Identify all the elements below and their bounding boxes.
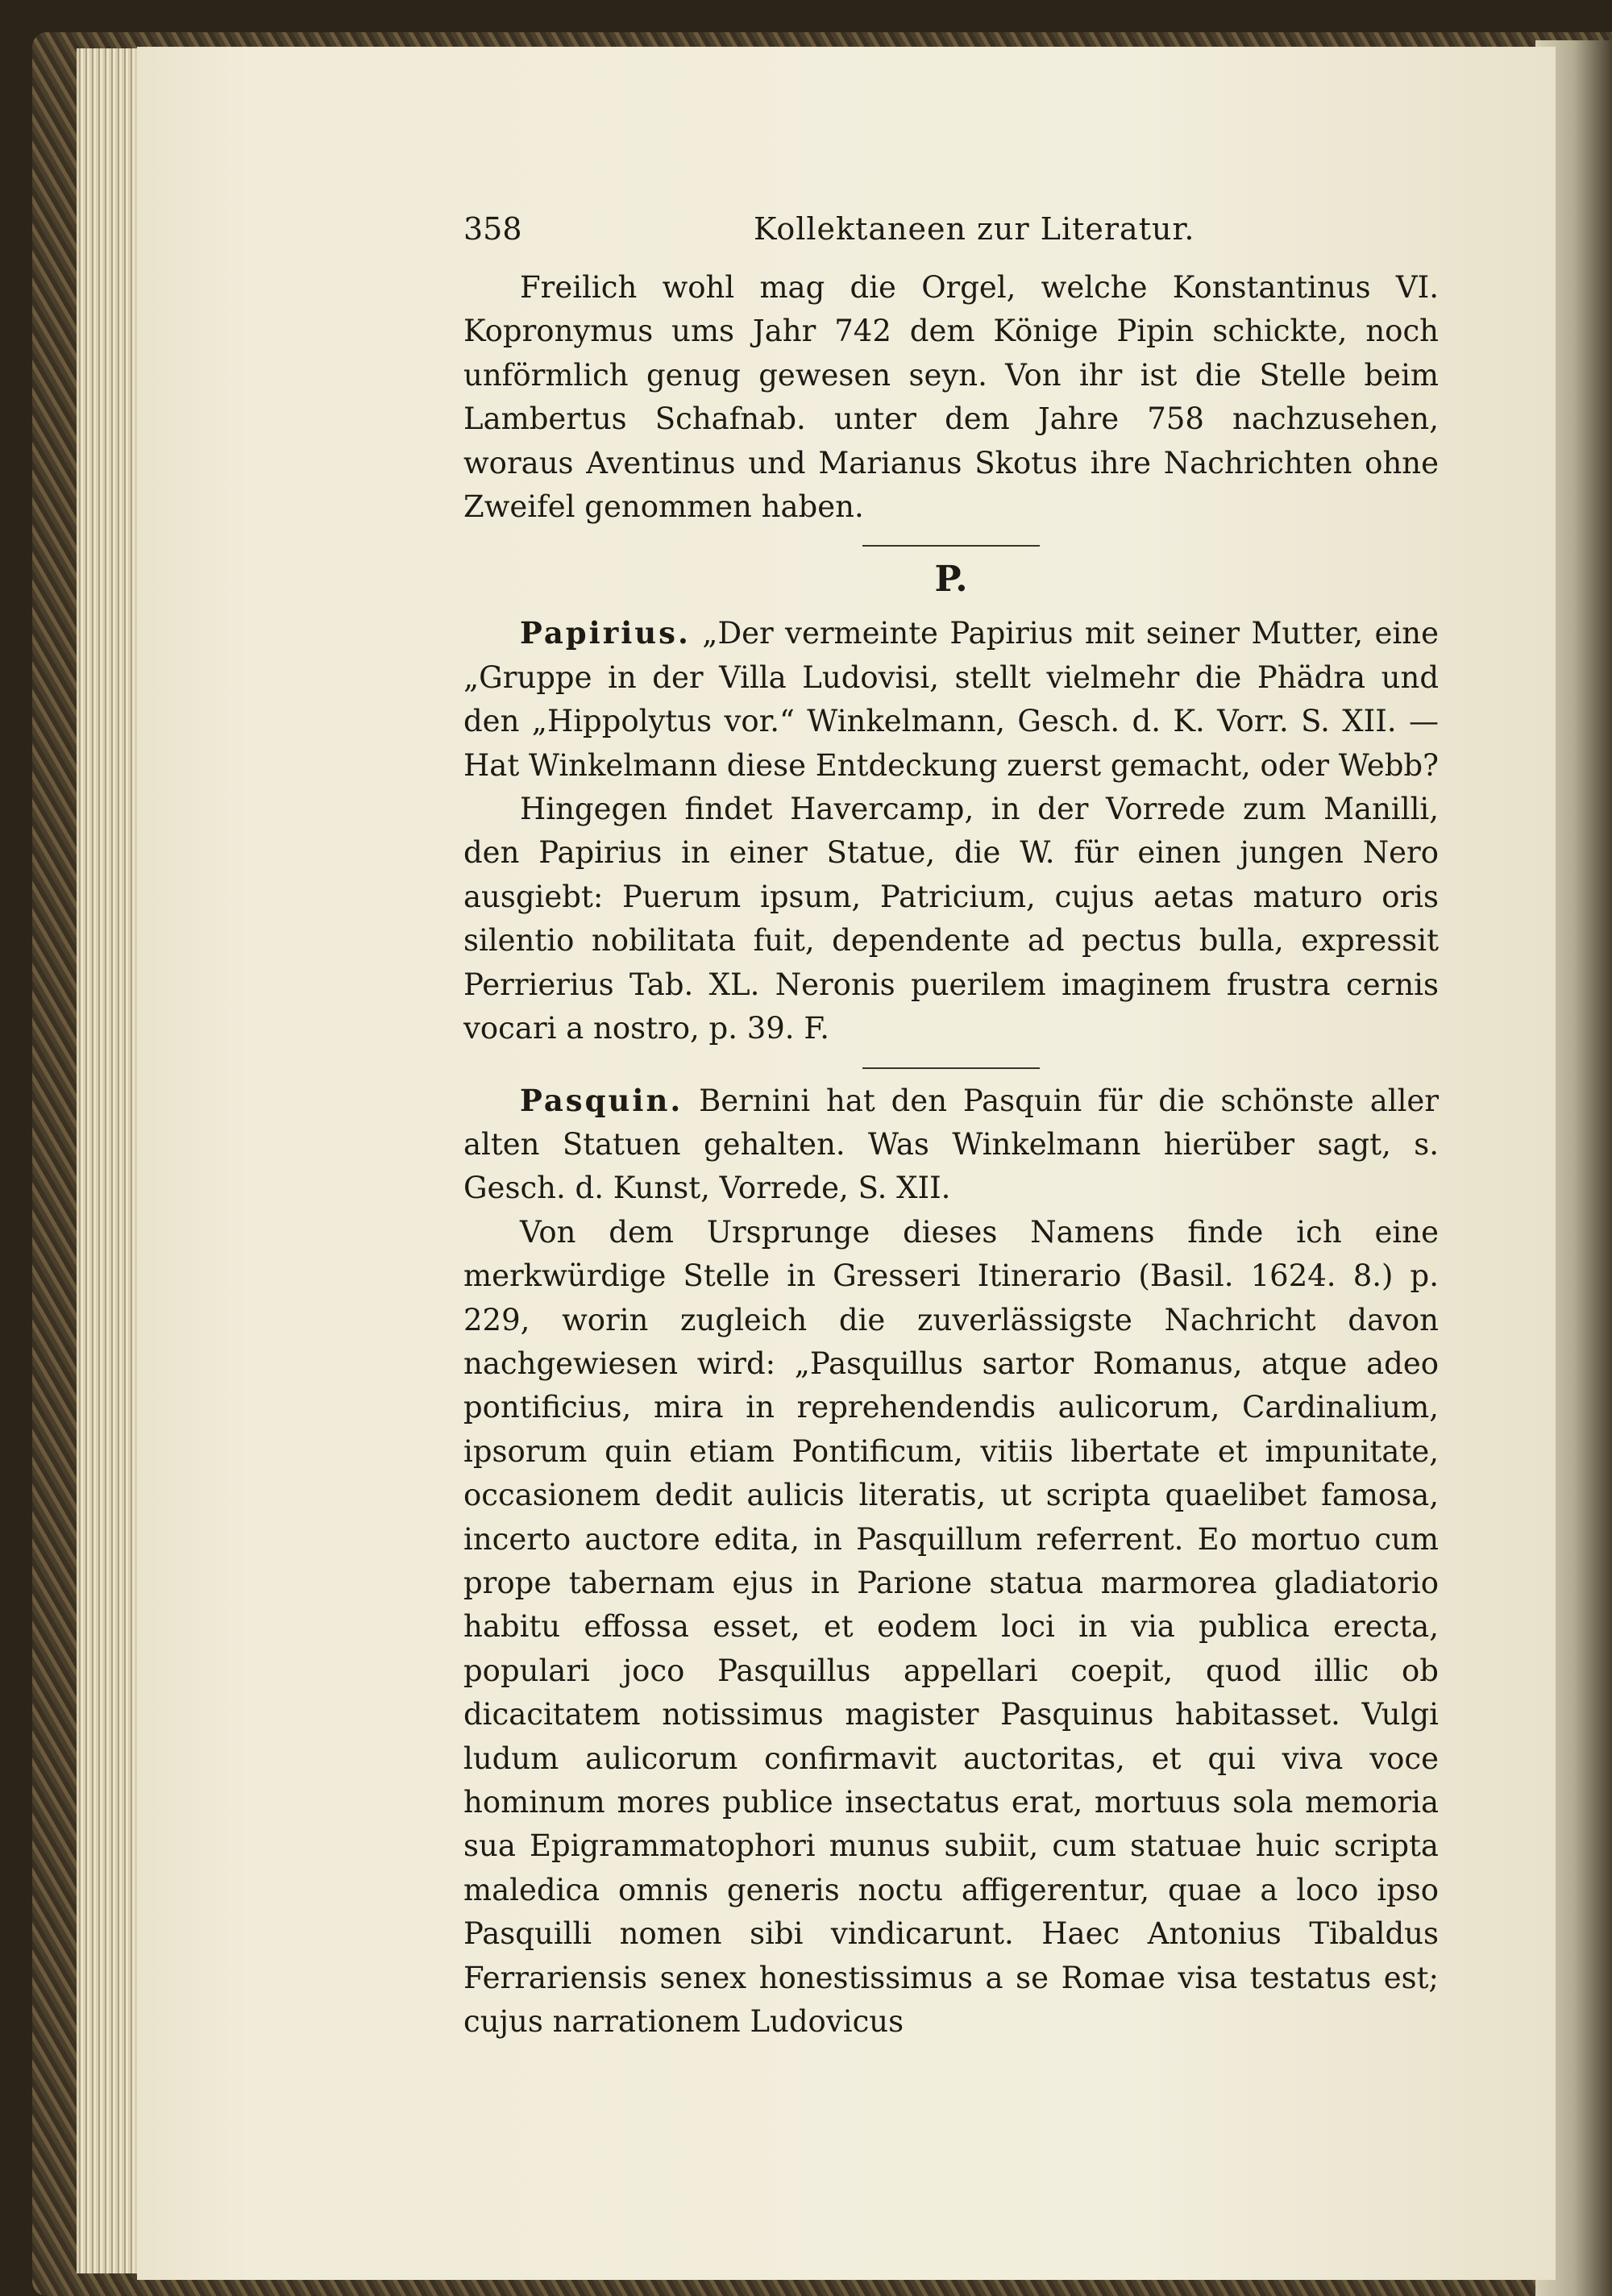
pasquin-text: Bernini hat den Pasquin für die schönste aller alten Statuen gehalten. Was Winkelmann hierüber sagt, s. Gesch. d. Kunst, Vorrede, S. XII. — [463, 1083, 1440, 1206]
paragraph-orgel: Freilich wohl mag die Orgel, welche Konstantinus VI. Kopronymus ums Jahr 742 dem Könige Pipin schickte, noch unförmlich genug gewesen seyn. Von ihr ist die Stelle beim Lambertus Schafnab. unter dem Jahre 758 nachzusehen, woraus Aventinus und Marianus Skotus ihre Nachrichten ohne Zweifel genommen haben. — [463, 270, 1439, 525]
section-letter: P. — [934, 559, 968, 601]
running-title: Kollektaneen zur Literatur. — [754, 211, 1195, 247]
lemma-papirius: Papirius. — [520, 615, 691, 651]
section-divider — [862, 545, 1040, 547]
entry-divider — [862, 1067, 1040, 1069]
lemma-pasquin: Pasquin. — [520, 1082, 683, 1118]
running-header — [463, 211, 1439, 252]
papirius-text: „Der vermeinte Papirius mit seiner Mutter, eine „Gruppe in der Villa Ludovisi, stellt vielmehr die Phädra und den „Hippolytus vor.“ Winkelmann, Gesch. d. K. Vorr. S. XII. — Hat Winkelmann diese Entdeckung zuerst gemacht, oder Webb? — [463, 616, 1440, 783]
entry-pasquin — [463, 1079, 1439, 1211]
papirius-continuation: Hingegen findet Havercamp, in der Vorrede zum Manilli, den Papirius in einer Statue, die W. für einen jungen Nero ausgiebt: Puerum ipsum, Patricium, cujus aetas maturo oris silentio nobilitata fuit, dependente ad pectus bulla, expressit Perrierius Tab. XL. Neronis puerilem imaginem frustra cernis vocari a nostro, p. 39. F. — [463, 792, 1439, 1046]
page-edges — [77, 48, 137, 2273]
page-body — [463, 266, 1439, 2044]
pasquin-continuation: Von dem Ursprunge dieses Namens finde ich eine merkwürdige Stelle in Gresseri Itinerario (Basil. 1624. 8.) p. 229, worin zugleich die zuverlässigste Nachricht davon nachgewiesen wird: „Pasquillus sartor Romanus, atque adeo pontificius, mira in reprehendendis aulicorum, Cardinalium, ipsorum quin etiam Pontificum, vitiis libertate et impunitate, occasionem dedit aulicis literatis, ut scripta quaelibet famosa, incerto auctore edita, in Pasquillum referrent. Eo mortuo cum prope tabernam ejus in Parione statua marmorea gladiatorio habitu effossa esset, et eodem loci in via publica erecta, populari joco Pasquillus appellari coepit, quod illic ob dicacitatem notissimus magister Pasquinus habitasset. Vulgi ludum aulicorum confirmavit auctoritas, et qui viva voce hominum mores publice insectatus erat, mortuus sola memoria sua Epigrammatophori munus subiit, cum statuae huic scripta maledica omnis generis noctu affigerentur, quae a loco ipso Pasquilli nomen sibi vindicarunt. Haec Antonius Tibaldus Ferrariensis senex honestissimus a se Romae visa testatus est; cujus narrationem Ludovicus — [463, 1214, 1439, 2040]
entry-papirius — [463, 611, 1439, 788]
page-number: 358 — [463, 211, 522, 247]
